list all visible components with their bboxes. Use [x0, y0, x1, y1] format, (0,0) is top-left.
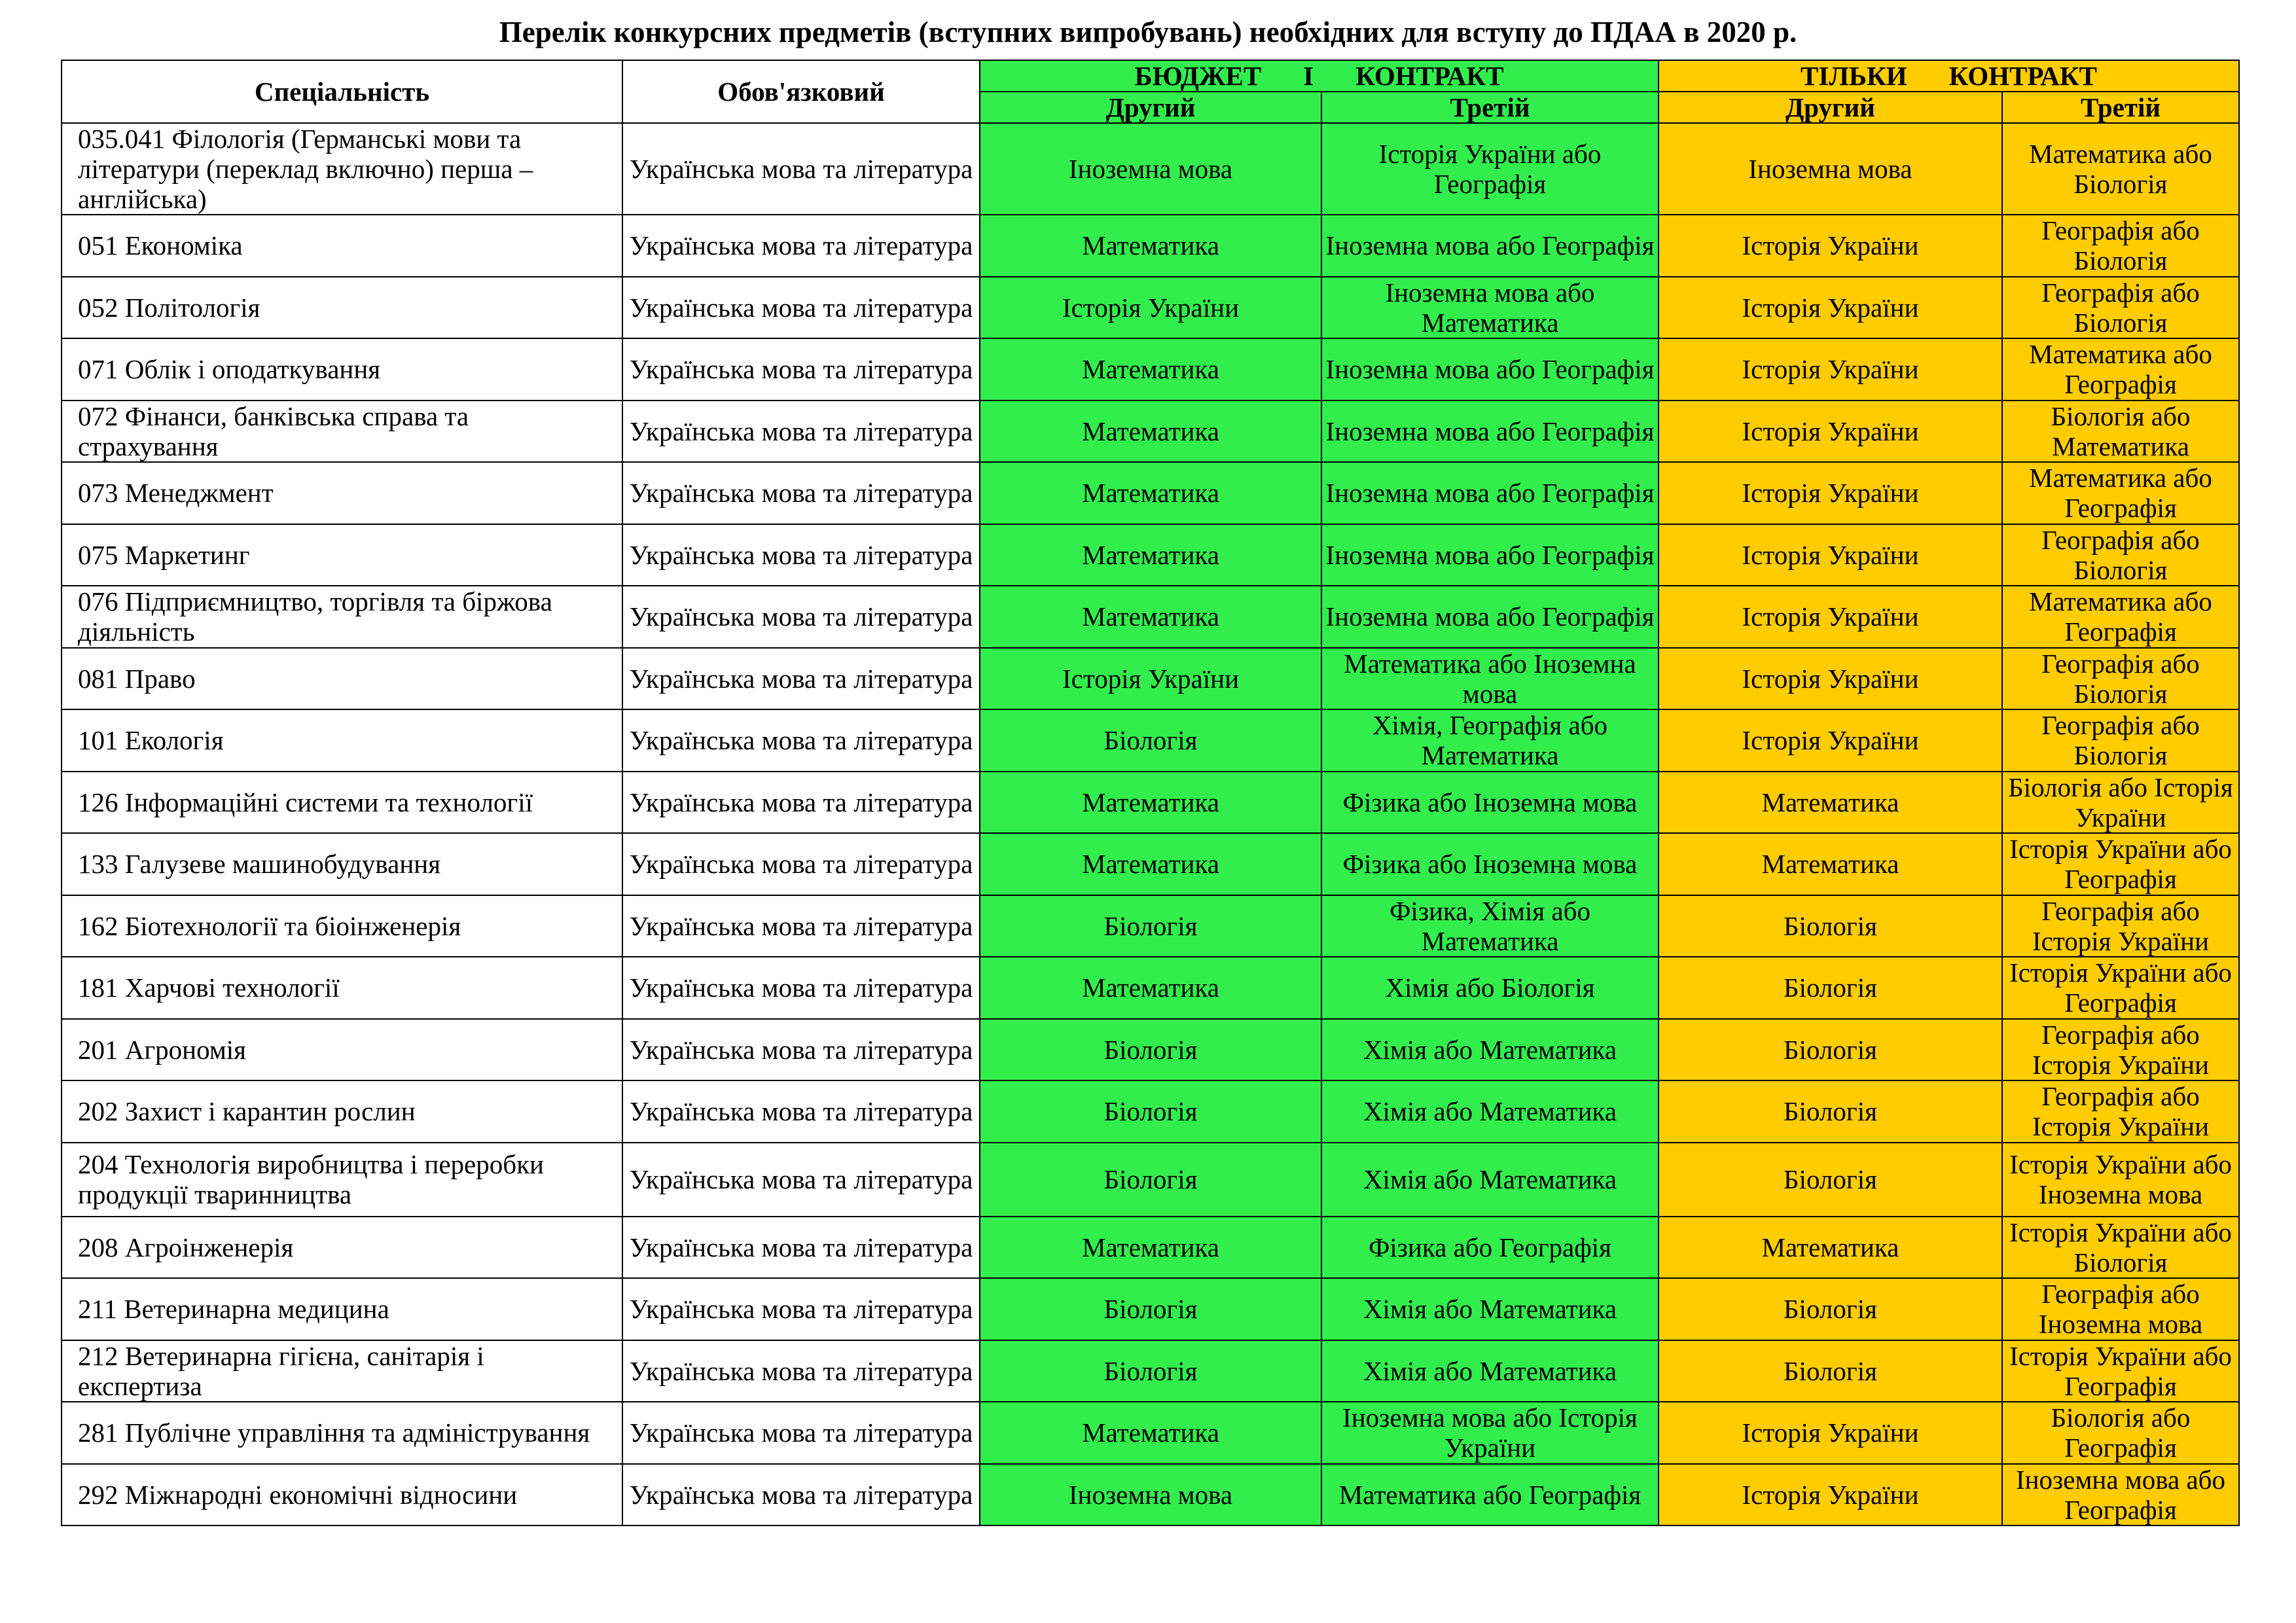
cell-contract-second: Біологія — [1659, 957, 2002, 1019]
cell-mandatory: Українська мова та література — [622, 772, 980, 834]
cell-contract-second: Біологія — [1659, 1143, 2002, 1217]
cell-budget-second: Біологія — [980, 709, 1321, 772]
cell-specialty: 126 Інформаційні системи та технології — [62, 772, 622, 834]
cell-budget-second: Біологія — [980, 1080, 1321, 1143]
cell-mandatory: Українська мова та література — [622, 401, 980, 463]
cell-contract-second: Біологія — [1659, 895, 2002, 957]
header-third-contract: Третій — [2002, 92, 2239, 123]
table-row — [62, 401, 2239, 463]
cell-budget-third: Хімія або Математика — [1321, 1019, 1659, 1081]
cell-mandatory: Українська мова та література — [622, 1402, 980, 1464]
cell-contract-third: Біологія або Географія — [2002, 1402, 2239, 1464]
cell-budget-third: Іноземна мова або Географія — [1321, 401, 1659, 463]
header-second-budget: Другий — [980, 92, 1321, 123]
cell-mandatory: Українська мова та література — [622, 1464, 980, 1526]
header-budget-word: БЮДЖЕТ — [1134, 61, 1262, 91]
table-row — [62, 1402, 2239, 1464]
cell-contract-third: Географія або Біологія — [2002, 709, 2239, 772]
cell-specialty: 073 Менеджмент — [62, 462, 622, 524]
cell-contract-second: Історія України — [1659, 277, 2002, 339]
cell-budget-second: Історія України — [980, 648, 1321, 710]
cell-budget-third: Фізика або Іноземна мова — [1321, 833, 1659, 895]
cell-mandatory: Українська мова та література — [622, 833, 980, 895]
cell-mandatory: Українська мова та література — [622, 524, 980, 586]
cell-specialty: 211 Ветеринарна медицина — [62, 1278, 622, 1340]
cell-contract-third: Історія України або Географія — [2002, 957, 2239, 1019]
cell-contract-third: Географія або Біологія — [2002, 277, 2239, 339]
cell-contract-third: Іноземна мова або Географія — [2002, 1464, 2239, 1526]
cell-contract-second: Історія України — [1659, 1464, 2002, 1526]
cell-contract-second: Історія України — [1659, 401, 2002, 463]
cell-budget-third: Іноземна мова або Географія — [1321, 215, 1659, 277]
cell-budget-second: Історія України — [980, 277, 1321, 339]
cell-budget-second: Іноземна мова — [980, 1464, 1321, 1526]
table-row — [62, 833, 2239, 895]
cell-budget-second: Математика — [980, 957, 1321, 1019]
cell-budget-second: Математика — [980, 401, 1321, 463]
table-row — [62, 277, 2239, 339]
cell-specialty: 035.041 Філологія (Германські мови та літератури (переклад включно) перша – англійська) — [62, 123, 622, 215]
cell-specialty: 072 Фінанси, банківська справа та страхування — [62, 401, 622, 463]
cell-contract-second: Математика — [1659, 833, 2002, 895]
table-row — [62, 1217, 2239, 1279]
table-row — [62, 586, 2239, 648]
table-row — [62, 123, 2239, 215]
cell-budget-second: Біологія — [980, 1340, 1321, 1402]
cell-budget-third: Іноземна мова або Географія — [1321, 586, 1659, 648]
cell-contract-second: Біологія — [1659, 1278, 2002, 1340]
cell-specialty: 201 Агрономія — [62, 1019, 622, 1081]
header-third-budget: Третій — [1321, 92, 1659, 123]
cell-contract-third: Географія або Біологія — [2002, 648, 2239, 710]
cell-specialty: 133 Галузеве машинобудування — [62, 833, 622, 895]
header-budget-and-contract — [980, 60, 1659, 92]
cell-budget-second: Іноземна мова — [980, 123, 1321, 215]
cell-specialty: 212 Ветеринарна гігієна, санітарія і експертиза — [62, 1340, 622, 1402]
cell-mandatory: Українська мова та література — [622, 123, 980, 215]
table-row — [62, 462, 2239, 524]
cell-budget-second: Математика — [980, 833, 1321, 895]
cell-contract-second: Історія України — [1659, 215, 2002, 277]
table-row — [62, 524, 2239, 586]
table-row — [62, 338, 2239, 401]
cell-budget-third: Хімія, Географія або Математика — [1321, 709, 1659, 772]
cell-budget-third: Математика або Іноземна мова — [1321, 648, 1659, 710]
subjects-table — [61, 60, 2240, 1526]
cell-mandatory: Українська мова та література — [622, 586, 980, 648]
cell-contract-second: Біологія — [1659, 1080, 2002, 1143]
cell-contract-second: Іноземна мова — [1659, 123, 2002, 215]
cell-budget-third: Хімія або Математика — [1321, 1080, 1659, 1143]
cell-contract-third: Історія України або Географія — [2002, 833, 2239, 895]
cell-contract-second: Історія України — [1659, 338, 2002, 401]
table-row — [62, 1019, 2239, 1081]
cell-contract-third: Математика або Географія — [2002, 586, 2239, 648]
cell-contract-third: Математика або Біологія — [2002, 123, 2239, 215]
cell-contract-third: Географія або Історія України — [2002, 1019, 2239, 1081]
cell-mandatory: Українська мова та література — [622, 1019, 980, 1081]
cell-budget-third: Іноземна мова або Географія — [1321, 524, 1659, 586]
header-contract-word-2: КОНТРАКТ — [1948, 61, 2097, 91]
cell-contract-third: Математика або Географія — [2002, 338, 2239, 401]
table-row — [62, 957, 2239, 1019]
header-mandatory: Обов'язковий — [622, 60, 980, 123]
cell-mandatory: Українська мова та література — [622, 1080, 980, 1143]
cell-specialty: 281 Публічне управління та адміністрування — [62, 1402, 622, 1464]
cell-specialty: 208 Агроінженерія — [62, 1217, 622, 1279]
cell-contract-third: Географія або Біологія — [2002, 215, 2239, 277]
page-title: Перелік конкурсних предметів (вступних випробувань) необхідних для вступу до ПДАА в 2020 р. — [499, 16, 1797, 48]
table-row — [62, 215, 2239, 277]
cell-specialty: 204 Технологія виробництва і переробки продукції тваринництва — [62, 1143, 622, 1217]
cell-contract-third: Історія України або Біологія — [2002, 1217, 2239, 1279]
table-row — [62, 1080, 2239, 1143]
cell-budget-third: Хімія або Біологія — [1321, 957, 1659, 1019]
cell-contract-third: Історія України або Іноземна мова — [2002, 1143, 2239, 1217]
table-row — [62, 1340, 2239, 1402]
cell-contract-second: Математика — [1659, 1217, 2002, 1279]
table-body — [62, 123, 2239, 1525]
cell-budget-third: Хімія або Математика — [1321, 1340, 1659, 1402]
cell-specialty: 202 Захист і карантин рослин — [62, 1080, 622, 1143]
cell-budget-second: Біологія — [980, 1143, 1321, 1217]
cell-mandatory: Українська мова та література — [622, 957, 980, 1019]
cell-mandatory: Українська мова та література — [622, 462, 980, 524]
cell-budget-third: Фізика або Іноземна мова — [1321, 772, 1659, 834]
table-row — [62, 772, 2239, 834]
cell-mandatory: Українська мова та література — [622, 895, 980, 957]
cell-specialty: 052 Політологія — [62, 277, 622, 339]
cell-specialty: 162 Біотехнології та біоінженерія — [62, 895, 622, 957]
cell-contract-second: Історія України — [1659, 524, 2002, 586]
cell-budget-second: Математика — [980, 338, 1321, 401]
header-specialty: Спеціальність — [62, 60, 622, 123]
cell-budget-second: Математика — [980, 462, 1321, 524]
cell-contract-third: Біологія або Історія України — [2002, 772, 2239, 834]
cell-budget-third: Фізика або Географія — [1321, 1217, 1659, 1279]
cell-budget-third: Іноземна мова або Географія — [1321, 462, 1659, 524]
table-row — [62, 709, 2239, 772]
cell-specialty: 051 Економіка — [62, 215, 622, 277]
cell-mandatory: Українська мова та література — [622, 648, 980, 710]
table-row — [62, 895, 2239, 957]
cell-budget-second: Біологія — [980, 1278, 1321, 1340]
table-row — [62, 1143, 2239, 1217]
cell-contract-second: Математика — [1659, 772, 2002, 834]
cell-specialty: 071 Облік і оподаткування — [62, 338, 622, 401]
cell-contract-third: Географія або Історія України — [2002, 1080, 2239, 1143]
cell-mandatory: Українська мова та література — [622, 1143, 980, 1217]
cell-budget-third: Хімія або Математика — [1321, 1278, 1659, 1340]
cell-mandatory: Українська мова та література — [622, 1340, 980, 1402]
cell-mandatory: Українська мова та література — [622, 338, 980, 401]
cell-specialty: 075 Маркетинг — [62, 524, 622, 586]
cell-contract-second: Біологія — [1659, 1019, 2002, 1081]
cell-contract-third: Географія або Іноземна мова — [2002, 1278, 2239, 1340]
cell-budget-third: Фізика, Хімія або Математика — [1321, 895, 1659, 957]
cell-budget-second: Математика — [980, 524, 1321, 586]
cell-budget-second: Математика — [980, 1402, 1321, 1464]
header-and-word: І — [1303, 61, 1314, 91]
cell-budget-third: Іноземна мова або Математика — [1321, 277, 1659, 339]
cell-contract-third: Математика або Географія — [2002, 462, 2239, 524]
cell-specialty: 081 Право — [62, 648, 622, 710]
cell-contract-third: Географія або Історія України — [2002, 895, 2239, 957]
header-only-word: ТІЛЬКИ — [1801, 61, 1907, 91]
table-row — [62, 648, 2239, 710]
header-contract-only — [1659, 60, 2239, 92]
header-second-contract: Другий — [1659, 92, 2002, 123]
cell-contract-second: Історія України — [1659, 586, 2002, 648]
header-row-top — [62, 60, 2239, 92]
cell-budget-third: Іноземна мова або Історія України — [1321, 1402, 1659, 1464]
cell-contract-third: Історія України або Географія — [2002, 1340, 2239, 1402]
cell-mandatory: Українська мова та література — [622, 1217, 980, 1279]
cell-contract-third: Біологія або Математика — [2002, 401, 2239, 463]
cell-mandatory: Українська мова та література — [622, 1278, 980, 1340]
cell-contract-second: Біологія — [1659, 1340, 2002, 1402]
cell-mandatory: Українська мова та література — [622, 215, 980, 277]
cell-contract-second: Історія України — [1659, 462, 2002, 524]
cell-budget-second: Математика — [980, 772, 1321, 834]
cell-specialty: 292 Міжнародні економічні відносини — [62, 1464, 622, 1526]
cell-contract-third: Географія або Біологія — [2002, 524, 2239, 586]
table-row — [62, 1278, 2239, 1340]
cell-budget-third: Хімія або Математика — [1321, 1143, 1659, 1217]
cell-contract-second: Історія України — [1659, 1402, 2002, 1464]
cell-specialty: 101 Екологія — [62, 709, 622, 772]
cell-budget-third: Математика або Географія — [1321, 1464, 1659, 1526]
cell-budget-second: Математика — [980, 586, 1321, 648]
cell-budget-second: Біологія — [980, 1019, 1321, 1081]
table-row — [62, 1464, 2239, 1526]
cell-budget-third: Історія України або Географія — [1321, 123, 1659, 215]
cell-specialty: 076 Підприємництво, торгівля та біржова діяльність — [62, 586, 622, 648]
cell-specialty: 181 Харчові технології — [62, 957, 622, 1019]
cell-budget-second: Математика — [980, 215, 1321, 277]
cell-contract-second: Історія України — [1659, 709, 2002, 772]
header-contract-word: КОНТРАКТ — [1355, 61, 1504, 91]
cell-budget-second: Математика — [980, 1217, 1321, 1279]
cell-budget-second: Біологія — [980, 895, 1321, 957]
cell-contract-second: Історія України — [1659, 648, 2002, 710]
cell-mandatory: Українська мова та література — [622, 709, 980, 772]
cell-mandatory: Українська мова та література — [622, 277, 980, 339]
cell-budget-third: Іноземна мова або Географія — [1321, 338, 1659, 401]
